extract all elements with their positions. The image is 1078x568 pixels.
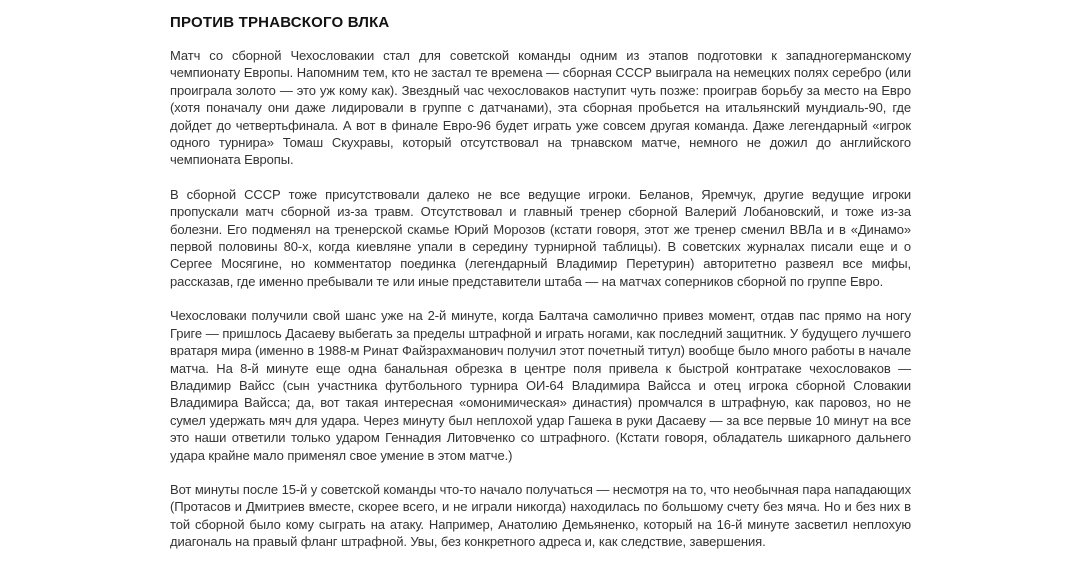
article (170, 13, 911, 568)
article-paragraph-1: Матч со сборной Чехословакии стал для советской команды одним из этапов подготовки к западногерманскому чемпионату Европы. Напомним тем, кто не застал те времена — сборная СССР выиграла на немецких полях серебро (или проиграла золото — это уж кому как). Звездный час чехословаков наступит чуть позже: проиграв борьбу за место на Евро (хотя поначалу они даже лидировали в группе с датчанами), эта сборная пробьется на итальянский мундиаль-90, где дойдет до четвертьфинала. А вот в финале Евро-96 будет играть уже совсем другая команда. Даже легендарный «игрок одного турнира» Томаш Скухравы, который отсутствовал на трнавском матче, немного не дожил до английского чемпионата Европы. (170, 48, 911, 168)
article-paragraph-2: В сборной СССР тоже присутствовали далеко не все ведущие игроки. Беланов, Яремчук, другие ведущие игроки пропускали матч сборной из-за травм. Отсутствовал и главный тренер сборной Валерий Лобановский, и тоже из-за болезни. Его подменял на тренерской скамье Юрий Морозов (кстати говоря, этот же тренер сменил ВВЛа и в «Динамо» первой половины 80-х, когда киевляне упали в середину турнирной таблицы). В советских журналах писали еще и о Сергее Мосягине, но комментатор поединка (легендарный Владимир Перетурин) авторитетно развеял все мифы, рассказав, где именно пребывали те или иные представители штаба — на матчах соперников сборной по группе Евро. (170, 186, 911, 289)
article-paragraph-4: Вот минуты после 15-й у советской команды что-то начало получаться — несмотря на то, что необычная пара нападающих (Протасов и Дмитриев вместе, скорее всего, и не играли никогда) находилась по большому счету без мяча. Но и без них в той сборной было кому сыграть на атаку. Например, Анатолию Демьяненко, который на 16-й минуте засветил неплохую диагональ на правый фланг штрафной. Увы, без конкретного адреса и, как следствие, завершения. (170, 481, 911, 550)
page-title: ПРОТИВ ТРНАВСКОГО ВЛКА (170, 14, 390, 31)
article-paragraph-3: Чехословаки получили свой шанс уже на 2-й минуте, когда Балтача самолично привез момент, отдав пас прямо на ногу Григе — пришлось Дасаеву выбегать за пределы штрафной и играть ногами, как последний защитник. У будущего лучшего вратаря мира (именно в 1988-м Ринат Файзрахманович получил этот почетный титул) вообще было много работы в начале матча. На 8-й минуте еще одна банальная обрезка в центре поля привела к быстрой контратаке чехословаков — Владимир Вайсс (сын участника футбольного турнира ОИ-64 Владимира Вайсса и отец игрока сборной Словакии Владимира Вайсса; да, вот такая интересная «омонимическая» династия) промчался в штрафную, как паровоз, но не сумел удержать мяч для удара. Через минуту был неплохой удар Гашека в руки Дасаеву — за все первые 10 минут на все это наши ответили только ударом Геннадия Литовченко со штрафного. (Кстати говоря, обладатель шикарного дальнего удара крайне мало применял свое умение в этом матче.) (170, 308, 911, 463)
